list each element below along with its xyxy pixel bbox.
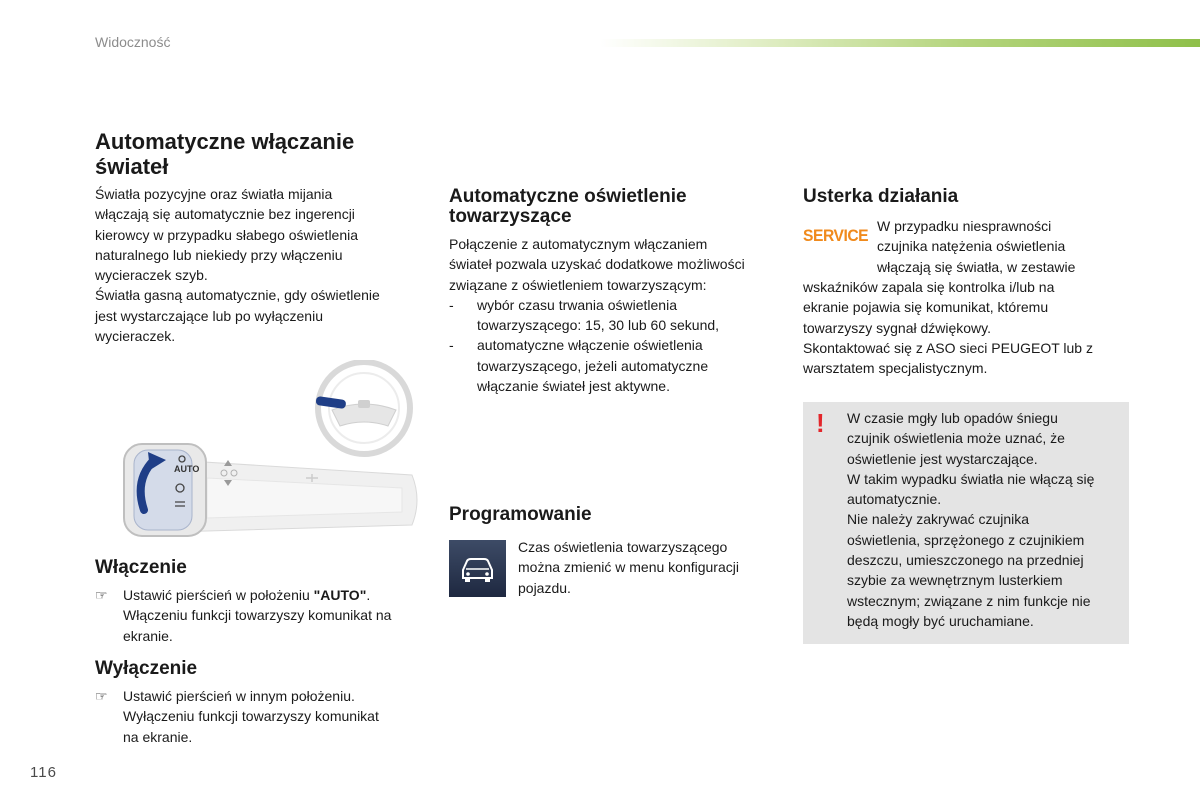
follow-me-home-text	[449, 234, 789, 396]
auto-label: "AUTO"	[313, 587, 367, 603]
car-settings-icon	[449, 540, 506, 597]
switch-off-instructions	[95, 686, 430, 747]
malfunction-heading: Usterka działania	[803, 186, 959, 207]
warning-text: W czasie mgły lub opadów śniegu czujnik oświetlenia może uznać, że oświetlenie jest wystarczające. W takim wypadku światła nie włączą się automatycznie. Nie należy zakrywać czujnika oświetlenia, sprzężonego z czujnikiem deszczu, umieszczonego na przedniej szybie za wewnętrznym lusterkiem wstecznym; związane z nim funkcje nie będą mogły być uruchamiane.	[847, 410, 1095, 629]
page-title: Automatyczne włączanie świateł	[95, 129, 355, 179]
list-item: - automatyczne włączenie oświetlenia towarzyszącego, jeżeli automatyczne włączanie świateł jest aktywne.	[449, 337, 709, 395]
pointing-hand-icon: ☞	[95, 688, 108, 704]
malfunction-text-indented: W przypadku niesprawności czujnika natężenia oświetlenia włączają się światła, w zestawie	[877, 218, 1076, 275]
text-line: ekranie.	[123, 627, 173, 644]
svg-text:AUTO: AUTO	[174, 464, 200, 474]
follow-me-home-heading: Automatyczne oświetlenie towarzyszące	[449, 186, 687, 227]
exclamation-icon: !	[816, 408, 825, 438]
text-line: Światła gasną automatycznie, gdy oświetlenie	[95, 287, 380, 304]
text-line: Wyłączeniu funkcji towarzyszy komunikat	[123, 708, 379, 725]
text-line: wycieraczek szyb.	[95, 267, 208, 284]
light-stalk-illustration	[112, 360, 424, 550]
programming-text: Czas oświetlenia towarzyszącego można zmienić w menu konfiguracji pojazdu.	[518, 539, 739, 596]
pointing-hand-icon: ☞	[95, 587, 108, 603]
switch-off-heading: Wyłączenie	[95, 658, 198, 679]
text-line: Włączeniu funkcji towarzyszy komunikat na	[123, 607, 392, 624]
text-line: związane z oświetleniem towarzyszącym:	[449, 276, 707, 293]
text-line: jest wystarczające lub po wyłączeniu	[95, 307, 323, 324]
switch-on-heading: Włączenie	[95, 557, 187, 578]
text-line: na ekranie.	[123, 728, 193, 745]
malfunction-text: wskaźników zapala się kontrolka i/lub na ekranie pojawia się komunikat, któremu towarzyszy sygnał dźwiękowy. Skontaktować się z ASO sieci PEUGEOT lub z warsztatem specjalistycznym.	[803, 279, 1093, 377]
text-line: naturalnego lub niekiedy przy włączeniu	[95, 246, 343, 263]
instruction-item	[95, 686, 430, 747]
programming-heading: Programowanie	[449, 504, 592, 525]
section-title: Widoczność	[95, 34, 171, 50]
text-line: Światła pozycyjne oraz światła mijania	[95, 186, 333, 202]
text-line: świateł pozwala uzyskać dodatkowe możliwości	[449, 256, 745, 273]
text-line: wycieraczek.	[95, 328, 176, 345]
text-line: Ustawić pierścień w innym położeniu.	[123, 688, 355, 704]
text-line: Połączenie z automatycznym włączaniem	[449, 236, 708, 252]
switch-on-instructions	[95, 585, 430, 646]
steering-wheel-icon	[318, 362, 410, 454]
service-warning-icon: SERVICE	[803, 226, 869, 245]
text-line: kierowcy w przypadku słabego oświetlenia	[95, 226, 359, 243]
list-item: - wybór czasu trwania oświetlenia towarzyszącego: 15, 30 lub 60 sekund,	[449, 296, 720, 334]
text-line: włączają się automatycznie bez ingerencji	[95, 206, 355, 223]
page-number: 116	[30, 764, 57, 781]
instruction-item: ☞ Ustawić pierścień w położeniu "AUTO". Włączeniu funkcji towarzyszy komunikat na ekranie.	[95, 585, 430, 646]
header-accent-bar	[600, 39, 1200, 47]
intro-paragraph	[95, 184, 425, 346]
